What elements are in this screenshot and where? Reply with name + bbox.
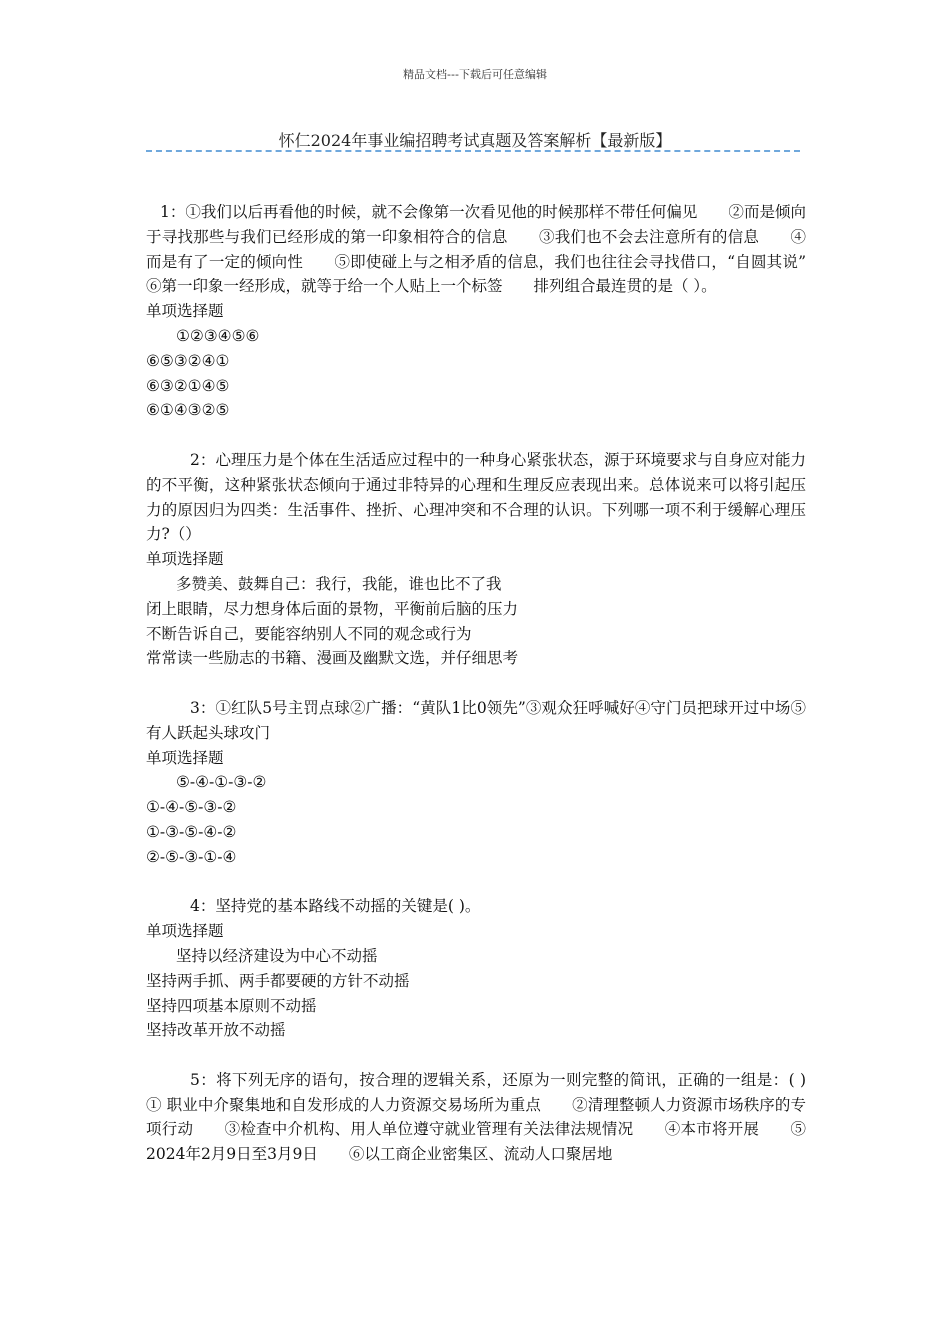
- question-2-type: 单项选择题: [146, 550, 224, 569]
- title-divider: [146, 150, 800, 152]
- question-1-option-c: ⑥③②①④⑤: [146, 376, 230, 395]
- page-header-watermark: 精品文档---下载后可任意编辑: [403, 68, 547, 81]
- question-1-option-d: ⑥①④③②⑤: [146, 401, 230, 420]
- question-4-option-d: 坚持改革开放不动摇: [146, 1021, 286, 1040]
- document-title: 怀仁2024年事业编招聘考试真题及答案解析【最新版】: [278, 131, 672, 150]
- question-2-option-a: 多赞美、鼓舞自己：我行，我能，谁也比不了我: [176, 574, 502, 593]
- question-2-option-c: 不断告诉自己，要能容纳别人不同的观念或行为: [146, 624, 472, 643]
- question-2-option-d: 常常读一些励志的书籍、漫画及幽默文选，并仔细思考: [146, 649, 519, 668]
- question-1-stem: 1：①我们以后再看他的时候，就不会像第一次看见他的时候那样不带任何偏见 ②而是倾向于寻找那些与我们已经形成的第一印象相符合的信息 ③我们也不会去注意所有的信息 ④而是有了一定的倾向性 ⑤即使碰上与之相矛盾的信息，我们也往往会寻找借口，“自圆其说” ⑥第一印象一经形成，就等于给一个人贴上一个标签 排列组合最连贯的是（ ）。: [146, 203, 838, 296]
- question-2: [146, 448, 806, 671]
- question-2-stem: 2：心理压力是个体在生活适应过程中的一种身心紧张状态，源于环境要求与自身应对能力的不平衡，这种紧张状态倾向于通过非特异的心理和生理反应表现出来。总体说来可以将引起压力的原因归为四类：生活事件、挫折、心理冲突和不合理的认识。下列哪一项不利于缓解心理压力?（）: [146, 450, 806, 544]
- question-5: [146, 1068, 822, 1167]
- question-4-option-c: 坚持四项基本原则不动摇: [146, 996, 317, 1015]
- question-4: [146, 894, 806, 1043]
- question-1-type: 单项选择题: [146, 302, 224, 321]
- question-3: [146, 696, 806, 870]
- question-1-option-a: ①②③④⑤⑥: [176, 326, 260, 345]
- question-3-option-c: ①-③-⑤-④-②: [146, 822, 237, 841]
- question-5-stem: 5：将下列无序的语句，按合理的逻辑关系，还原为一则完整的简讯，正确的一组是：( ) ① 职业中介聚集地和自发形成的人力资源交易场所为重点 ②清理整顿人力资源市场秩序的专项行动 ③检查中介机构、用人单位遵守就业管理有关法律法规情况 ④本市将开展 ⑤ 2024年2月9日至3月9日 ⑥以工商企业密集区、流动人口聚居地: [146, 1070, 822, 1164]
- question-3-stem: 3：①红队5号主罚点球②广播：“黄队1比0领先”③观众狂呼喊好④守门员把球开过中场⑤有人跃起头球攻门: [146, 698, 806, 742]
- question-4-stem: 4：坚持党的基本路线不动摇的关键是( )。: [190, 897, 481, 916]
- question-3-option-d: ②-⑤-③-①-④: [146, 847, 237, 866]
- question-3-option-a: ⑤-④-①-③-②: [176, 773, 267, 792]
- question-4-option-b: 坚持两手抓、两手都要硬的方针不动摇: [146, 971, 410, 990]
- question-4-type: 单项选择题: [146, 922, 224, 941]
- question-4-option-a: 坚持以经济建设为中心不动摇: [176, 946, 378, 965]
- question-3-option-b: ①-④-⑤-③-②: [146, 798, 237, 817]
- question-1-option-b: ⑥⑤③②④①: [146, 351, 230, 370]
- question-2-option-b: 闭上眼睛，尽力想身体后面的景物，平衡前后脑的压力: [146, 599, 519, 618]
- question-3-type: 单项选择题: [146, 748, 224, 767]
- document-body: [146, 200, 838, 1192]
- question-1: [146, 200, 838, 423]
